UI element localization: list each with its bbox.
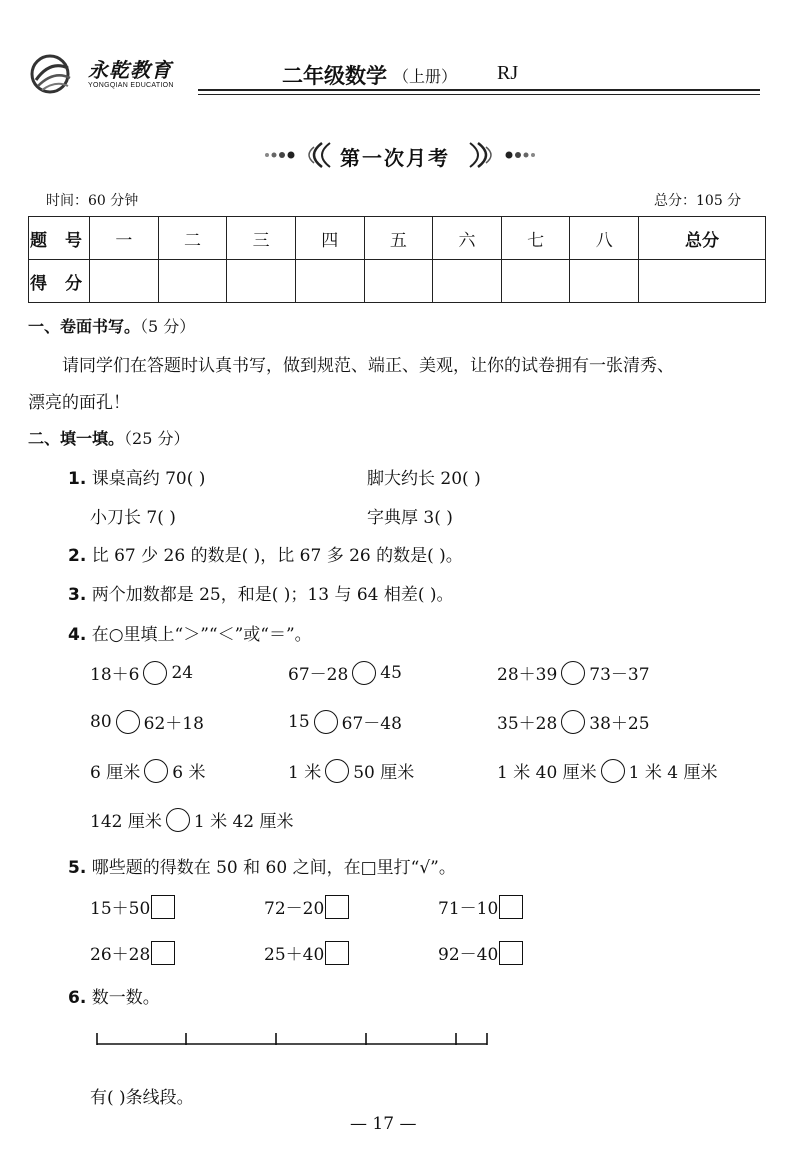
q1-line1 xyxy=(68,464,205,489)
score-cell[interactable] xyxy=(433,260,502,303)
check-item xyxy=(264,894,349,919)
compare-item xyxy=(497,709,650,734)
answer-checkbox[interactable] xyxy=(151,941,175,965)
answer-circle[interactable] xyxy=(561,710,585,734)
answer-circle[interactable] xyxy=(166,808,190,832)
compare-left: 6 厘米 xyxy=(90,763,141,783)
q3-text: 两个加数都是 25，和是( )；13 与 64 相差( )。 xyxy=(91,585,454,605)
brand-name: 永乾教育 xyxy=(88,58,172,82)
check-item xyxy=(264,940,349,965)
header-cell: 七 xyxy=(501,217,570,260)
score-cell[interactable] xyxy=(364,260,433,303)
q6-text: 数一数。 xyxy=(91,988,160,1008)
section1-text-line1: 请同学们在答题时认真书写，做到规范、端正、美观，让你的试卷拥有一张清秀、 xyxy=(62,356,674,376)
title-ornament-left xyxy=(262,140,334,174)
compare-item xyxy=(497,758,718,783)
compare-left: 18＋6 xyxy=(90,665,140,685)
book-volume: （上册） xyxy=(393,67,458,86)
compare-item xyxy=(497,660,650,685)
answer-circle[interactable] xyxy=(144,759,168,783)
compare-item xyxy=(288,660,402,685)
answer-circle[interactable] xyxy=(116,710,140,734)
compare-item xyxy=(90,758,205,783)
compare-left: 28＋39 xyxy=(497,665,558,685)
compare-left: 80 xyxy=(90,711,112,732)
q1-item-c: 小刀长 7( ) xyxy=(90,508,176,528)
q5 xyxy=(68,853,456,878)
score-cell[interactable] xyxy=(501,260,570,303)
compare-right: 73－37 xyxy=(589,665,650,685)
q5-text: 哪些题的得数在 50 和 60 之间，在□里打“√”。 xyxy=(91,858,456,878)
q2-number: 2. xyxy=(68,546,87,566)
section1-text-line2: 漂亮的面孔！ xyxy=(28,393,130,413)
header-cell: 五 xyxy=(364,217,433,260)
ornament-left-icon xyxy=(262,140,334,170)
compare-right: 38＋25 xyxy=(589,714,650,734)
answer-circle[interactable] xyxy=(601,759,625,783)
section2-heading xyxy=(28,426,189,449)
compare-item xyxy=(90,660,193,685)
q5-number: 5. xyxy=(68,858,87,878)
score-cell[interactable] xyxy=(158,260,227,303)
q1-item-d: 字典厚 3( ) xyxy=(367,508,453,528)
score-cell[interactable] xyxy=(90,260,159,303)
q1-number: 1. xyxy=(68,469,87,489)
compare-item xyxy=(90,709,204,734)
compare-right: 50 厘米 xyxy=(353,763,415,783)
q2-text: 比 67 少 26 的数是( )，比 67 多 26 的数是( )。 xyxy=(91,546,463,566)
header-rule-thin xyxy=(198,94,760,95)
check-expression: 71－10 xyxy=(438,899,499,919)
check-expression: 15＋50 xyxy=(90,899,151,919)
q4-text: 在○里填上“＞”“＜”或“＝”。 xyxy=(91,625,312,645)
segment-figure xyxy=(94,1030,494,1054)
exam-time: 时间：60 分钟 xyxy=(46,193,139,209)
exam-title: 第一次月考 xyxy=(340,146,450,170)
compare-left: 35＋28 xyxy=(497,714,558,734)
logo xyxy=(28,50,76,98)
answer-circle[interactable] xyxy=(143,661,167,685)
section2-title: 二、填一填。 xyxy=(28,429,125,448)
header-rule xyxy=(198,89,760,91)
compare-right: 1 米 4 厘米 xyxy=(628,763,718,783)
answer-checkbox[interactable] xyxy=(325,941,349,965)
row-label: 得 分 xyxy=(29,260,90,303)
section1-title: 一、卷面书写。 xyxy=(28,317,141,336)
answer-checkbox[interactable] xyxy=(499,941,523,965)
book-title: 二年级数学 xyxy=(282,64,387,88)
q6-answer: 有( )条线段。 xyxy=(90,1088,194,1108)
answer-checkbox[interactable] xyxy=(151,895,175,919)
q4 xyxy=(68,620,312,645)
compare-right: 45 xyxy=(380,662,402,683)
score-cell[interactable] xyxy=(295,260,364,303)
compare-right: 6 米 xyxy=(172,763,206,783)
book-edition: RJ xyxy=(497,62,519,84)
header-cell: 一 xyxy=(90,217,159,260)
compare-left: 142 厘米 xyxy=(90,812,162,832)
score-cell[interactable] xyxy=(227,260,296,303)
exam-total: 总分：105 分 xyxy=(654,193,742,209)
title-ornament-right xyxy=(466,140,538,174)
q3-number: 3. xyxy=(68,585,87,605)
q6-number: 6. xyxy=(68,988,87,1008)
brand-name-en: YONGQIAN EDUCATION xyxy=(88,82,174,89)
q1-item-b: 脚大约长 20( ) xyxy=(367,469,481,489)
compare-left: 15 xyxy=(288,711,310,732)
page-number: — 17 — xyxy=(350,1114,417,1134)
header-cell: 八 xyxy=(570,217,639,260)
score-cell[interactable] xyxy=(570,260,639,303)
answer-circle[interactable] xyxy=(325,759,349,783)
check-expression: 72－20 xyxy=(264,899,325,919)
section2-points: （25 分） xyxy=(124,429,190,448)
q1-item-a: 课桌高约 70( ) xyxy=(91,469,206,489)
check-expression: 92－40 xyxy=(438,945,499,965)
answer-checkbox[interactable] xyxy=(325,895,349,919)
check-item xyxy=(438,940,523,965)
score-cell[interactable] xyxy=(639,260,766,303)
q6 xyxy=(68,983,160,1008)
check-expression: 26＋28 xyxy=(90,945,151,965)
answer-circle[interactable] xyxy=(352,661,376,685)
check-item xyxy=(90,940,175,965)
score-table-header-row xyxy=(29,217,766,260)
line-segment-diagram xyxy=(94,1030,494,1050)
compare-left: 67－28 xyxy=(288,665,349,685)
section1-points: （5 分） xyxy=(140,317,196,336)
q2 xyxy=(68,541,463,566)
compare-left: 1 米 xyxy=(288,763,322,783)
score-table xyxy=(28,216,766,303)
compare-right: 24 xyxy=(171,662,194,683)
ornament-right-icon xyxy=(466,140,538,170)
check-item xyxy=(90,894,175,919)
answer-checkbox[interactable] xyxy=(499,895,523,919)
compare-left: 1 米 40 厘米 xyxy=(497,763,597,783)
compare-item xyxy=(90,807,294,832)
answer-circle[interactable] xyxy=(561,661,585,685)
check-item xyxy=(438,894,523,919)
header-cell: 四 xyxy=(295,217,364,260)
header-cell: 三 xyxy=(227,217,296,260)
swirl-logo-icon xyxy=(28,50,76,98)
section1-heading xyxy=(28,314,195,337)
q4-number: 4. xyxy=(68,625,87,645)
compare-right: 62＋18 xyxy=(143,714,204,734)
answer-circle[interactable] xyxy=(314,710,338,734)
check-expression: 25＋40 xyxy=(264,945,325,965)
header-cell: 二 xyxy=(158,217,227,260)
compare-right: 67－48 xyxy=(341,714,402,734)
q3 xyxy=(68,580,454,605)
compare-right: 1 米 42 厘米 xyxy=(193,812,294,832)
compare-item xyxy=(288,758,414,783)
header-cell: 六 xyxy=(433,217,502,260)
header-cell: 题 号 xyxy=(29,217,90,260)
score-table-score-row xyxy=(29,260,766,303)
compare-item xyxy=(288,709,402,734)
header-cell: 总分 xyxy=(639,217,766,260)
